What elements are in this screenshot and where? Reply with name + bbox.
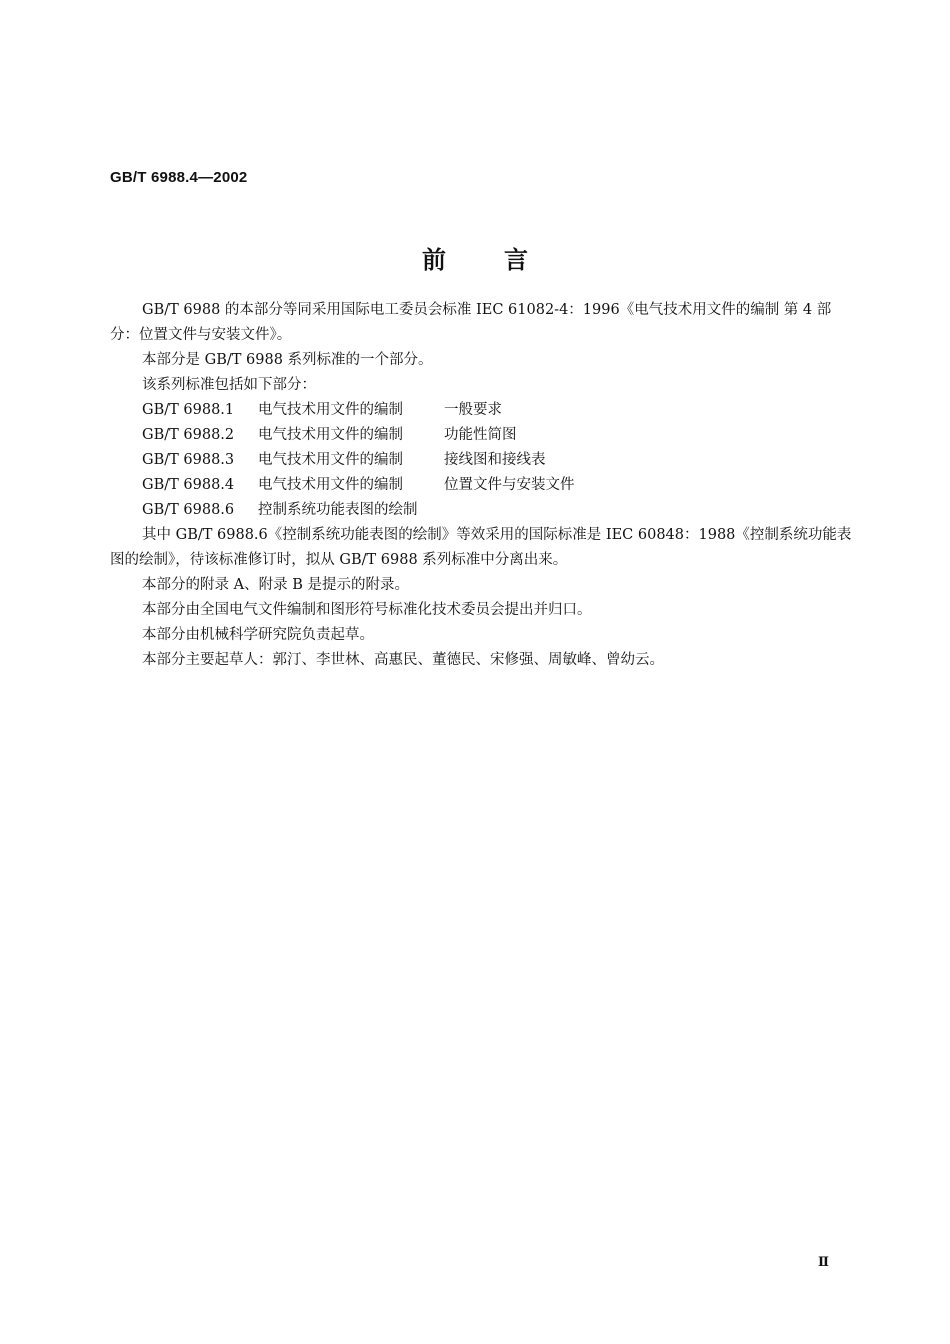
closing-paragraph-5: 本部分主要起草人：郭汀、李世林、高惠民、董德民、宋修强、周敏峰、曾幼云。 — [142, 652, 664, 668]
closing-paragraph-3: 本部分由全国电气文件编制和图形符号标准化技术委员会提出并归口。 — [142, 602, 592, 618]
standard-topic: 一般要求 — [444, 402, 502, 418]
standard-topic: 位置文件与安装文件 — [444, 477, 575, 493]
series-list — [110, 398, 852, 523]
standard-subtitle: 电气技术用文件的编制 — [258, 402, 403, 418]
foreword-body — [110, 298, 852, 673]
standard-number: GB/T 6988.6 — [142, 502, 235, 518]
list-item — [110, 398, 852, 423]
list-item — [110, 498, 852, 523]
standard-number: GB/T 6988.3 — [142, 452, 235, 468]
standard-subtitle: 电气技术用文件的编制 — [258, 477, 403, 493]
standard-topic: 功能性简图 — [444, 427, 517, 443]
standard-subtitle: 电气技术用文件的编制 — [258, 427, 403, 443]
closing-paragraph-1: 其中 GB/T 6988.6《控制系统功能表图的绘制》等效采用的国际标准是 IEC 60848：1988《控制系统功能表图的绘制》，待该标准修订时，拟从 GB/T 6988 系列标准中分离出来。 — [110, 527, 852, 568]
list-item — [110, 423, 852, 448]
page-title: 前言 — [422, 245, 586, 274]
standard-topic: 接线图和接线表 — [444, 452, 546, 468]
list-item — [110, 473, 852, 498]
page-number: Ⅱ — [818, 1255, 829, 1270]
list-item — [110, 448, 852, 473]
closing-paragraph-2: 本部分的附录 A、附录 B 是提示的附录。 — [142, 577, 409, 593]
intro-paragraph-2: 本部分是 GB/T 6988 系列标准的一个部分。 — [142, 352, 433, 368]
intro-paragraph-1: GB/T 6988 的本部分等同采用国际电工委员会标准 IEC 61082-4：1996《电气技术用文件的编制 第 4 部分：位置文件与安装文件》。 — [110, 302, 832, 343]
standard-subtitle: 控制系统功能表图的绘制 — [258, 502, 418, 518]
document-code: GB/T 6988.4—2002 — [110, 169, 248, 186]
closing-paragraph-4: 本部分由机械科学研究院负责起草。 — [142, 627, 374, 643]
standard-number: GB/T 6988.2 — [142, 427, 235, 443]
standard-subtitle: 电气技术用文件的编制 — [258, 452, 403, 468]
standard-number: GB/T 6988.4 — [142, 477, 235, 493]
standard-number: GB/T 6988.1 — [142, 402, 235, 418]
intro-paragraph-3: 该系列标准包括如下部分： — [142, 377, 316, 393]
